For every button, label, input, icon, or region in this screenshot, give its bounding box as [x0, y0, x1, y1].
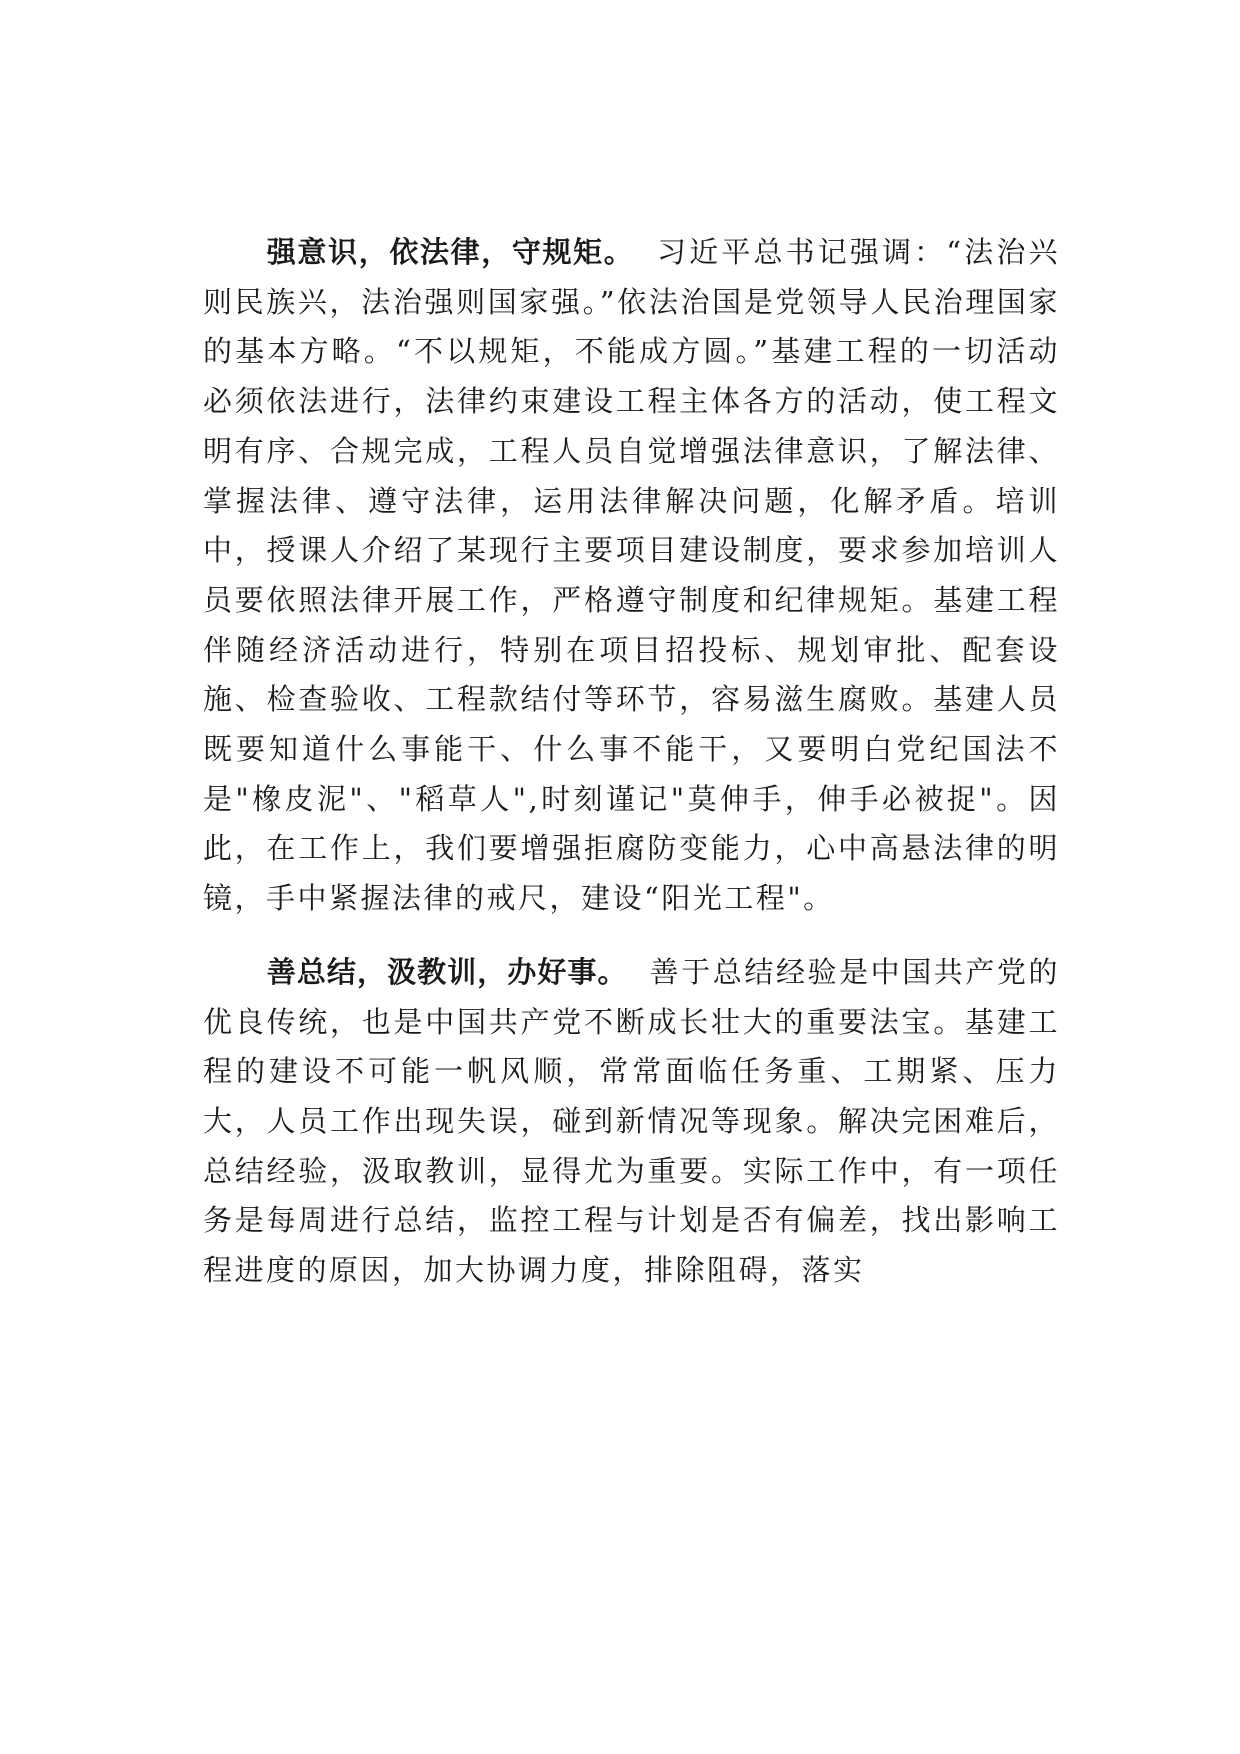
paragraph-summary — [203, 948, 1060, 1296]
paragraph-text: 习近平总书记强调：“法治兴则民族兴，法治强则国家强。”依法治国是党领导人民治理国家的基本方略。“不以规矩，不能成方圆。”基建工程的一切活动必须依法进行，法律约束建设工程主体各方的活动，使工程文明有序、合规完成，工程人员自觉增强法律意识，了解法律、掌握法律、遵守法律，运用法律解决问题，化解矛盾。培训中，授课人介绍了某现行主要项目建设制度，要求参加培训人员要依照法律开展工作，严格遵守制度和纪律规矩。基建工程伴随经济活动进行，特别在项目招投标、规划审批、配套设施、检查验收、工程款结付等环节，容易滋生腐败。基建人员既要知道什么事能干、什么事不能干，又要明白党纪国法不是"橡皮泥"、"稻草人",时刻谨记"莫伸手，伸手必被捉"。因此，在工作上，我们要增强拒腐防变能力，心中高悬法律的明镜，手中紧握法律的戒尺，建设“阳光工程"。 — [203, 235, 1060, 916]
paragraph-text: 善于总结经验是中国共产党的优良传统，也是中国共产党不断成长壮大的重要法宝。基建工程的建设不可能一帆风顺，常常面临任务重、工期紧、压力大，人员工作出现失误，碰到新情况等现象。解决完困难后，总结经验，汲取教训，显得尤为重要。实际工作中，有一项任务是每周进行总结，监控工程与计划是否有偏差，找出影响工程进度的原因，加大协调力度，排除阻碍，落实 — [203, 954, 1060, 1288]
paragraph-heading: 强意识，依法律，守规矩。 — [266, 235, 635, 269]
paragraph-heading: 善总结，汲教训，办好事。 — [266, 954, 628, 989]
paragraph-law — [203, 228, 1060, 924]
document-body — [203, 228, 1060, 1320]
